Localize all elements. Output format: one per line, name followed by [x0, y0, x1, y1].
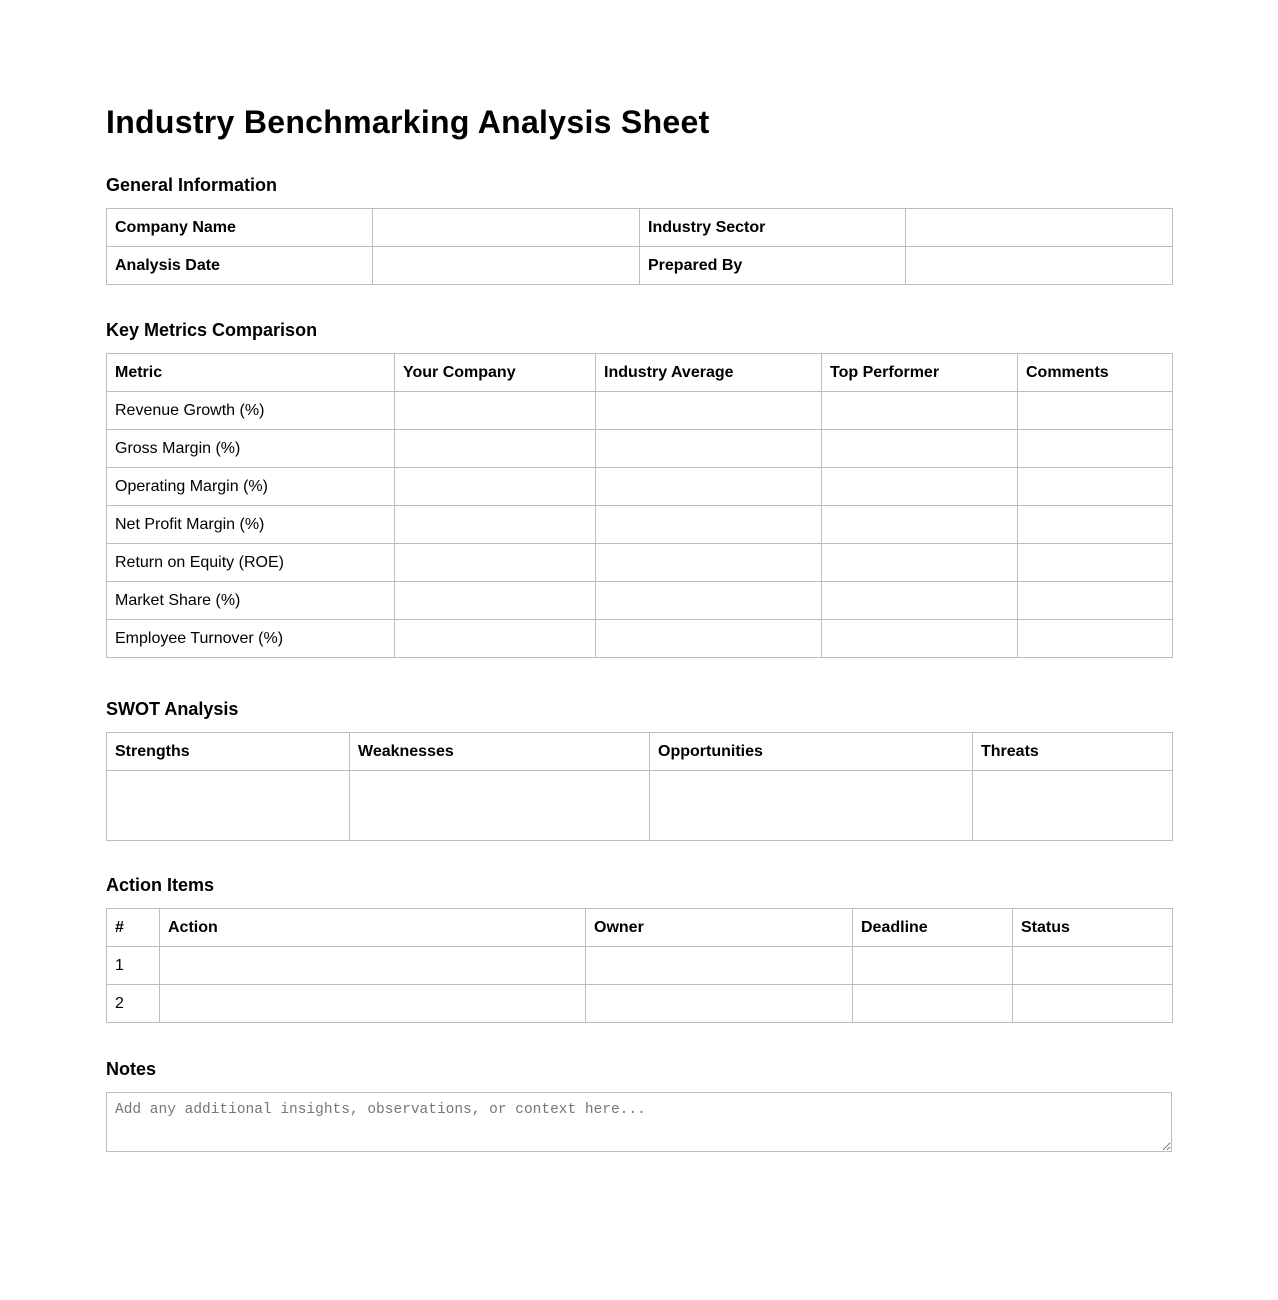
general-info-row — [107, 209, 1173, 247]
general-info-heading: General Information — [106, 175, 278, 195]
table-row — [107, 544, 1173, 582]
top-performer-cell[interactable] — [822, 620, 1018, 658]
weaknesses-cell[interactable] — [350, 771, 650, 841]
action-cell[interactable] — [160, 947, 586, 985]
table-row — [107, 392, 1173, 430]
analysis-date-field[interactable] — [373, 247, 640, 285]
top-performer-cell[interactable] — [822, 544, 1018, 582]
status-cell[interactable] — [1013, 947, 1173, 985]
notes-textarea[interactable] — [106, 1092, 1172, 1152]
deadline-cell[interactable] — [853, 947, 1013, 985]
company-name-label: Company Name — [107, 209, 373, 247]
comments-cell[interactable] — [1018, 620, 1173, 658]
column-header-status: Status — [1013, 909, 1173, 947]
column-header-top-performer: Top Performer — [822, 354, 1018, 392]
table-header-row — [107, 354, 1173, 392]
column-header-action: Action — [160, 909, 586, 947]
column-header-comments: Comments — [1018, 354, 1173, 392]
analysis-date-label: Analysis Date — [107, 247, 373, 285]
metric-name: Operating Margin (%) — [107, 468, 395, 506]
comments-cell[interactable] — [1018, 430, 1173, 468]
metric-name: Employee Turnover (%) — [107, 620, 395, 658]
company-name-field[interactable] — [373, 209, 640, 247]
table-row — [107, 985, 1173, 1023]
industry-average-cell[interactable] — [596, 430, 822, 468]
status-cell[interactable] — [1013, 985, 1173, 1023]
industry-average-cell[interactable] — [596, 506, 822, 544]
column-header-metric: Metric — [107, 354, 395, 392]
opportunities-cell[interactable] — [650, 771, 973, 841]
industry-sector-field[interactable] — [906, 209, 1173, 247]
your-company-cell[interactable] — [395, 582, 596, 620]
column-header-strengths: Strengths — [107, 733, 350, 771]
owner-cell[interactable] — [586, 947, 853, 985]
industry-average-cell[interactable] — [596, 392, 822, 430]
prepared-by-label: Prepared By — [640, 247, 906, 285]
your-company-cell[interactable] — [395, 392, 596, 430]
industry-average-cell[interactable] — [596, 468, 822, 506]
metric-name: Market Share (%) — [107, 582, 395, 620]
industry-average-cell[interactable] — [596, 544, 822, 582]
top-performer-cell[interactable] — [822, 582, 1018, 620]
top-performer-cell[interactable] — [822, 392, 1018, 430]
table-row — [107, 468, 1173, 506]
comments-cell[interactable] — [1018, 544, 1173, 582]
column-header-weaknesses: Weaknesses — [350, 733, 650, 771]
table-row — [107, 506, 1173, 544]
metric-name: Net Profit Margin (%) — [107, 506, 395, 544]
column-header-industry-average: Industry Average — [596, 354, 822, 392]
column-header-owner: Owner — [586, 909, 853, 947]
your-company-cell[interactable] — [395, 620, 596, 658]
your-company-cell[interactable] — [395, 506, 596, 544]
your-company-cell[interactable] — [395, 544, 596, 582]
notes-heading: Notes — [106, 1059, 157, 1079]
table-row — [107, 582, 1173, 620]
table-row — [107, 430, 1173, 468]
column-header-your-company: Your Company — [395, 354, 596, 392]
comments-cell[interactable] — [1018, 582, 1173, 620]
general-info-row — [107, 247, 1173, 285]
prepared-by-field[interactable] — [906, 247, 1173, 285]
threats-cell[interactable] — [973, 771, 1173, 841]
comments-cell[interactable] — [1018, 468, 1173, 506]
swot-heading: SWOT Analysis — [106, 699, 239, 719]
page-title: Industry Benchmarking Analysis Sheet — [106, 104, 710, 140]
action-cell[interactable] — [160, 985, 586, 1023]
comments-cell[interactable] — [1018, 506, 1173, 544]
top-performer-cell[interactable] — [822, 468, 1018, 506]
your-company-cell[interactable] — [395, 430, 596, 468]
table-header-row — [107, 733, 1173, 771]
column-header-number: # — [107, 909, 160, 947]
swot-table — [106, 732, 1173, 841]
key-metrics-heading: Key Metrics Comparison — [106, 320, 318, 340]
industry-average-cell[interactable] — [596, 620, 822, 658]
industry-sector-label: Industry Sector — [640, 209, 906, 247]
action-items-table — [106, 908, 1173, 1023]
row-number: 1 — [107, 947, 160, 985]
column-header-threats: Threats — [973, 733, 1173, 771]
general-info-table — [106, 208, 1173, 285]
table-row — [107, 771, 1173, 841]
strengths-cell[interactable] — [107, 771, 350, 841]
action-items-heading: Action Items — [106, 875, 215, 895]
comments-cell[interactable] — [1018, 392, 1173, 430]
row-number: 2 — [107, 985, 160, 1023]
deadline-cell[interactable] — [853, 985, 1013, 1023]
metric-name: Revenue Growth (%) — [107, 392, 395, 430]
column-header-deadline: Deadline — [853, 909, 1013, 947]
metric-name: Return on Equity (ROE) — [107, 544, 395, 582]
table-row — [107, 620, 1173, 658]
owner-cell[interactable] — [586, 985, 853, 1023]
industry-average-cell[interactable] — [596, 582, 822, 620]
top-performer-cell[interactable] — [822, 506, 1018, 544]
metric-name: Gross Margin (%) — [107, 430, 395, 468]
top-performer-cell[interactable] — [822, 430, 1018, 468]
table-row — [107, 947, 1173, 985]
table-header-row — [107, 909, 1173, 947]
your-company-cell[interactable] — [395, 468, 596, 506]
column-header-opportunities: Opportunities — [650, 733, 973, 771]
key-metrics-table — [106, 353, 1173, 658]
